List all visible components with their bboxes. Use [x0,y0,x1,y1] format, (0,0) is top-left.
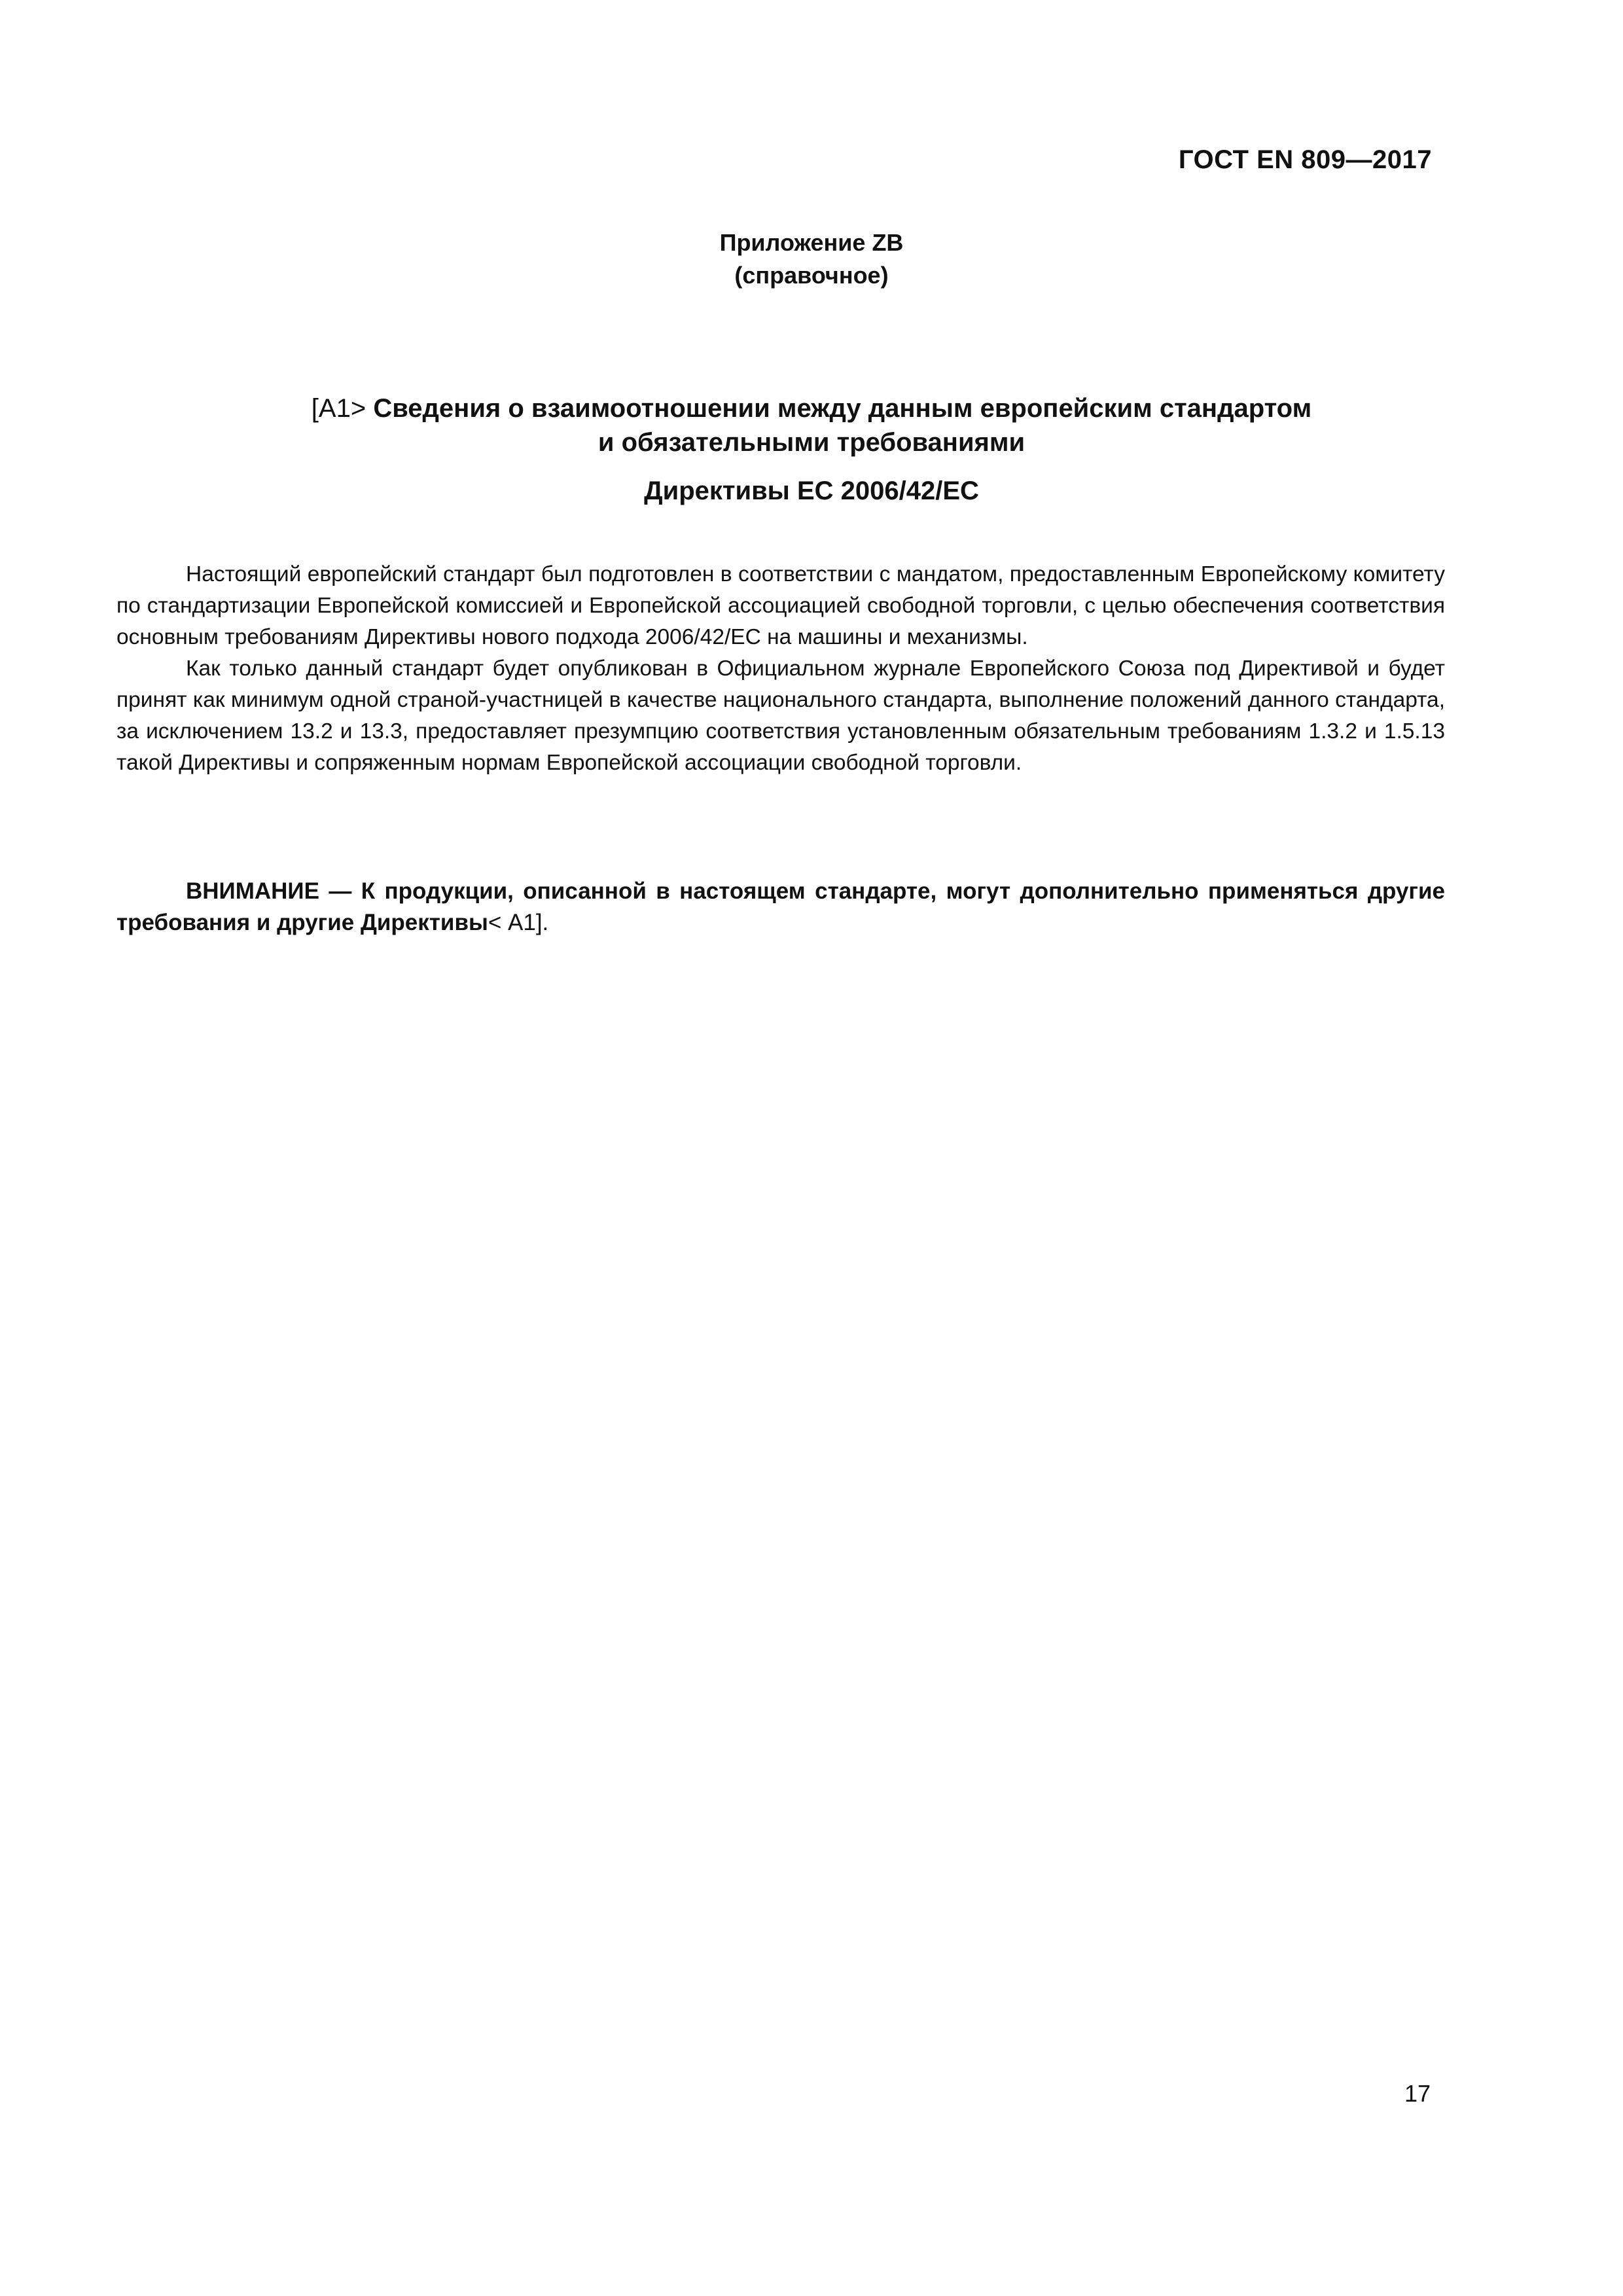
paragraph: Как только данный стандарт будет опубликован в Официальном журнале Европейского Союза под Директивой и будет принят как минимум одной страной-участницей в качестве национального стандарта, выполнение положений данного стандарта, за исключением 13.2 и 13.3, предоставляет презумпцию соответствия установленным обязательным требованиям 1.3.2 и 1.5.13 такой Директивы и сопряженным нормам Европейской ассоциации свободной торговли. [116,656,1445,775]
amendment-open-marker: [A1> [311,394,366,423]
annex-label [0,226,1623,292]
heading-line-1-text: Сведения о взаимоотношении между данным европейским стандартом [373,394,1312,423]
annex-title: Приложение ZB [719,229,904,256]
heading-line-2: и обязательными требованиями [597,428,1026,457]
amendment-close-marker: < A1]. [488,910,549,935]
document-code: ГОСТ EN 809—2017 [1178,145,1432,174]
heading-line-1 [0,391,1623,425]
directive-title: Директивы ЕС 2006/42/ЕС [644,476,979,505]
paragraph: Настоящий европейский стандарт был подготовлен в соответствии с мандатом, предоставленным Европейскому комитету по стандартизации Европейской комиссией и Европейской ассоциацией свободной торговли, с целью обеспечения соответствия основным требованиям Директивы нового подхода 2006/42/ЕС на машины и механизмы. [116,562,1445,649]
section-heading [0,391,1623,459]
warning-text: ВНИМАНИЕ — К продукции, описанной в настоящем стандарте, могут дополнительно применяться другие требования и другие Директивы [116,878,1445,935]
annex-subtitle: (справочное) [734,262,889,289]
page-number: 17 [1404,2080,1431,2107]
warning-note [116,876,1445,939]
body-text [116,559,1445,779]
